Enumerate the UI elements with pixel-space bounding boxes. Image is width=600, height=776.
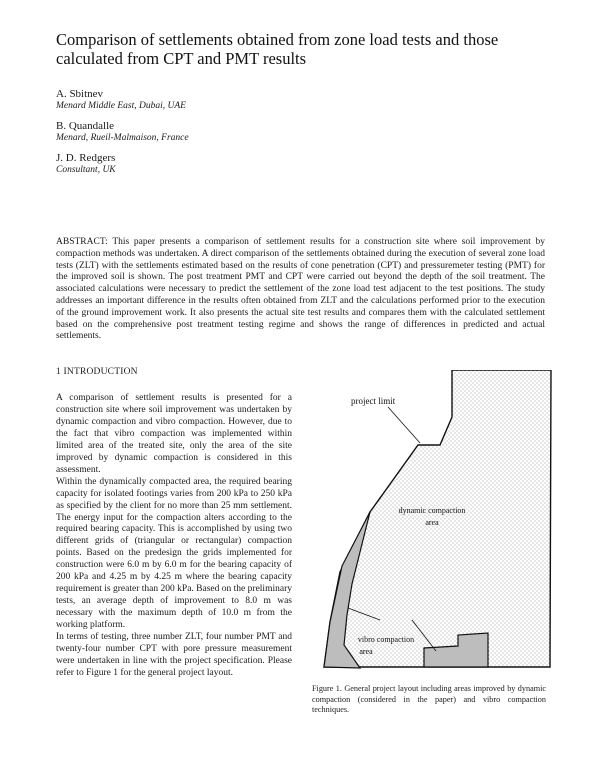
dynamic-compaction-label: area xyxy=(425,518,439,527)
vibro-compaction-label: area xyxy=(359,647,373,656)
figure-caption: Figure 1. General project layout including areas improved by dynamic compaction (considered in the paper) and vibro compaction techniques. xyxy=(312,684,546,714)
paragraph: In terms of testing, three number ZLT, four number PMT and twenty-four number CPT with pore pressure measurement were undertaken in line with the project specification. Please refer to Figure 1 for the general project layout. xyxy=(56,632,292,678)
section-heading: 1 INTRODUCTION xyxy=(56,367,138,377)
project-layout-figure xyxy=(300,370,560,680)
author-name: A. Sbitnev xyxy=(56,88,104,100)
paragraph: Within the dynamically compacted area, the required bearing capacity for isolated footings varies from 200 kPa to 250 kPa as specified by the client for no more than 25 mm settlement. The energy input for the compaction alters according to the required bearing capacity. This is accomplished by using two different grids of (triangular or rectangular) compaction points. Based on the predesign the grids implemented for construction were 6.0 m by 6.0 m for the bearing capacity of 200 kPa and 4.25 m by 4.25 m where the bearing capacity requirement is greater than 200 kPa. Based on the preliminary tests, an average depth of improvement to 8.0 m was necessary with the maximum depth of 10.0 m from the working platform. xyxy=(56,476,292,631)
leader-line xyxy=(388,407,420,443)
author-name: J. D. Redgers xyxy=(56,152,116,164)
dynamic-compaction-label: dynamic compaction xyxy=(398,506,466,515)
author-affiliation: Menard, Rueil-Malmaison, France xyxy=(56,133,189,143)
abstract: ABSTRACT: This paper presents a comparison of settlement results for a construction site where soil improvement by compaction methods was undertaken. A direct comparison of the settlements obtained during the execution of several zone load tests (ZLT) with the settlements estimated based on the results of cone penetration (CPT) and pressuremeter testing (PMT) for the improved soil is shown. The post treatment PMT and CPT were carried out beyond the depth of the soil treatment. The associated calculations were necessary to predict the settlement of the zone load test adjacent to the test positions. The study addresses an important difference in the results often obtained from ZLT and the calculations performed prior to the execution of the ground improvement work. It also presents the actual site test results and compares them with the calculated settlement based on the comprehensive post treatment testing regime and shows the range of differences in predicted and actual settlements. xyxy=(56,237,545,342)
project-limit-label: project limit xyxy=(351,396,396,406)
paragraph: A comparison of settlement results is presented for a construction site where soil improvement was undertaken by dynamic compaction and vibro compaction. However, due to the fact that vibro compaction was implemented within limited area of the treated site, only the area of the site improved by dynamic compaction is considered in this assessment. xyxy=(56,393,292,475)
introduction-body xyxy=(56,393,292,680)
paper-title: Comparison of settlements obtained from zone load tests and those calculated from CPT and PMT results xyxy=(56,30,499,68)
author-affiliation: Consultant, UK xyxy=(56,165,116,175)
vibro-compaction-label: vibro compaction xyxy=(357,635,415,644)
author-name: B. Quandalle xyxy=(56,120,115,132)
author-affiliation: Menard Middle East, Dubai, UAE xyxy=(56,101,186,111)
